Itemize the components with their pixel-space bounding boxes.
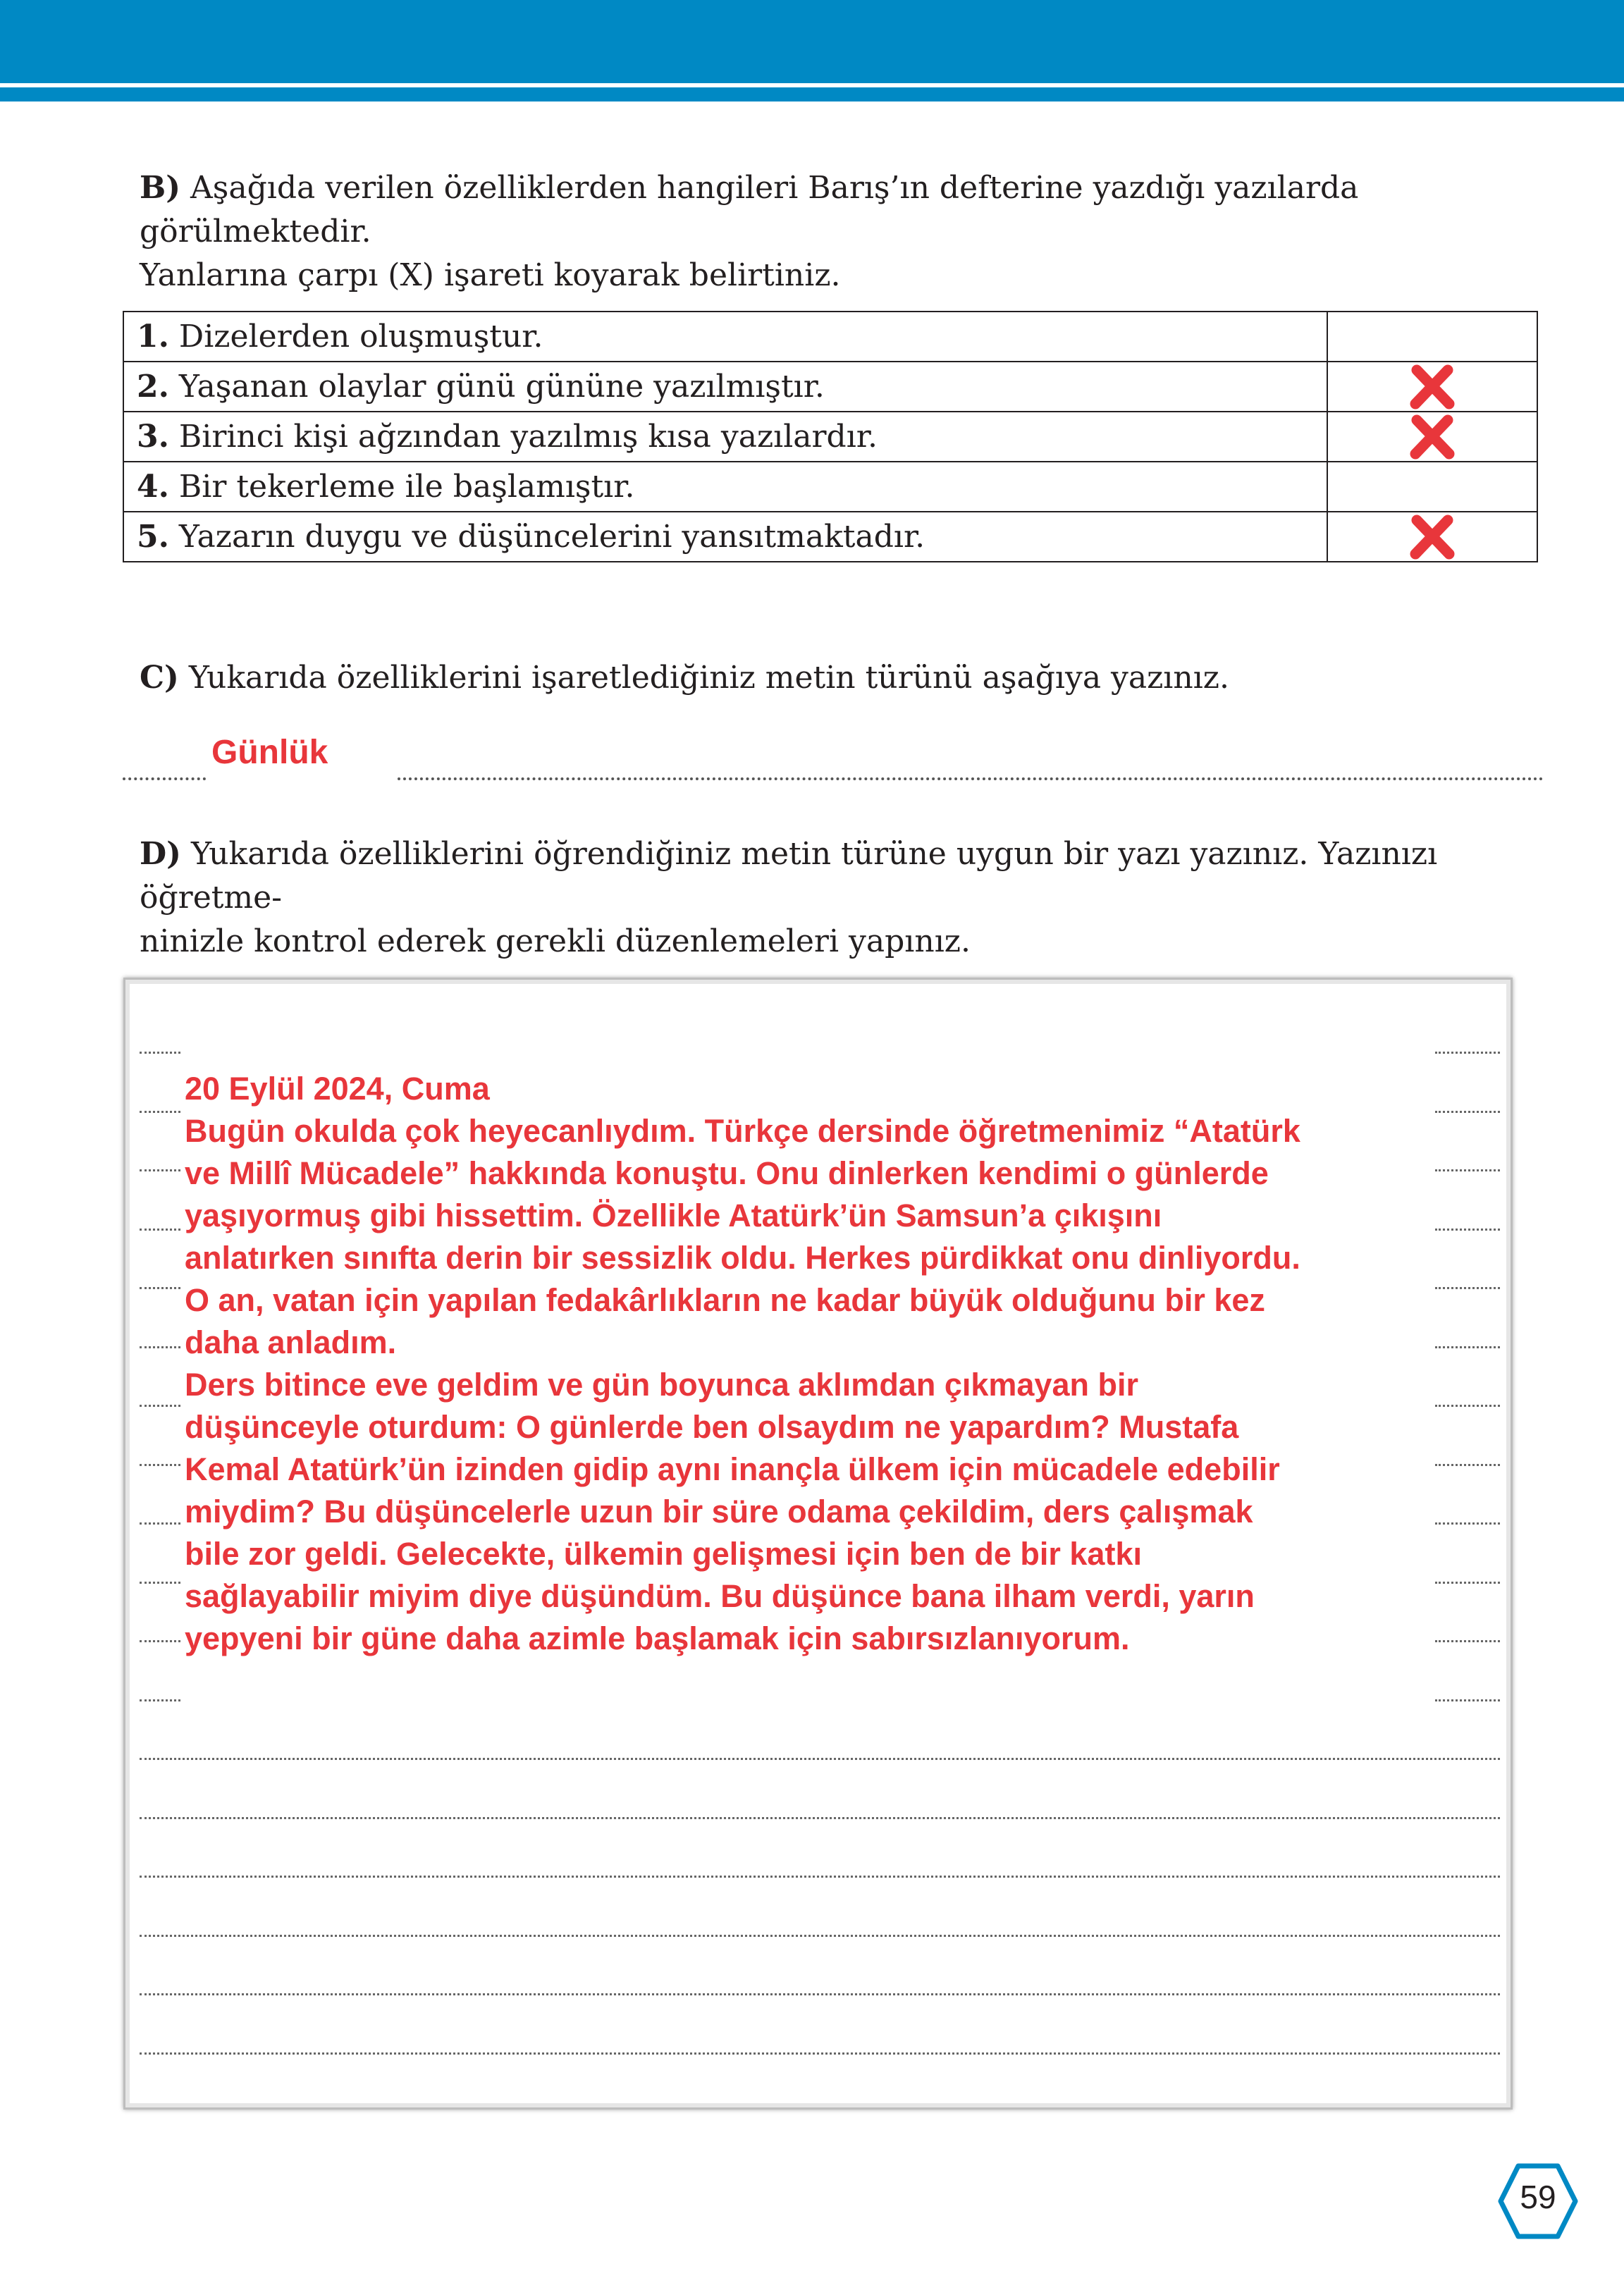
answer-dotted-line-left (123, 742, 206, 780)
checkbox-cell[interactable] (1327, 512, 1537, 562)
essay-line: Bugün okulda çok heyecanlıydım. Türkçe dersinde öğretmenimiz “Atatürk (185, 1113, 1300, 1149)
criterion-text: Birinci kişi ağzından yazılmış kısa yazılardır. (168, 419, 878, 455)
essay-line: 20 Eylül 2024, Cuma (185, 1071, 490, 1107)
writing-line-left (140, 1226, 180, 1231)
header-band (0, 0, 1624, 83)
section-d-line1: Yukarıda özelliklerini öğrendiğiniz metin türüne uygun bir yazı yazınız. Yazınızı öğretme- (140, 836, 1438, 916)
essay-line: daha anladım. (185, 1324, 397, 1360)
essay-line: O an, vatan için yapılan fedakârlıkların ne kadar büyük olduğunu bir kez (185, 1282, 1265, 1318)
section-b-letter: B) (140, 170, 181, 206)
writing-line-left (140, 1049, 180, 1054)
criterion-cell (123, 362, 1327, 412)
section-b-instruction (140, 166, 1542, 297)
table-row (123, 312, 1537, 362)
writing-line-left (140, 1461, 180, 1466)
criterion-number: 3. (137, 419, 169, 455)
criterion-number: 5. (137, 519, 169, 555)
writing-line-left (140, 1108, 180, 1113)
page-number: 59 (1520, 2179, 1556, 2215)
essay-line: miydim? Bu düşüncelerle uzun bir süre odama çekildim, ders çalışmak (185, 1494, 1253, 1529)
essay-line: Ders bitince eve geldim ve gün boyunca aklımdan çıkmayan bir (185, 1367, 1138, 1403)
criterion-number: 4. (137, 469, 169, 505)
section-c-letter: C) (140, 660, 179, 696)
criteria-table (123, 311, 1538, 562)
section-d-instruction (140, 832, 1542, 964)
essay-text[interactable] (185, 1068, 1453, 1660)
essay-line: sağlayabilir miyim diye düşündüm. Bu düşünce bana ilham verdi, yarın (185, 1578, 1255, 1614)
writing-line-left (140, 1697, 180, 1701)
writing-line-left (140, 1579, 180, 1584)
text-type-answer[interactable]: Günlük (211, 734, 328, 771)
criterion-text: Dizelerden oluşmuştur. (168, 319, 543, 355)
criterion-cell (123, 412, 1327, 462)
cross-icon (1410, 414, 1455, 460)
checkbox-cell[interactable] (1327, 412, 1537, 462)
criterion-text: Bir tekerleme ile başlamıştır. (168, 469, 635, 505)
criterion-number: 1. (137, 319, 169, 355)
writing-line (140, 1873, 1500, 1878)
section-c-text: Yukarıda özelliklerini işaretlediğiniz metin türünü aşağıya yazınız. (178, 660, 1229, 696)
criterion-number: 2. (137, 369, 169, 405)
section-c-instruction (140, 656, 1542, 700)
writing-line-left (140, 1520, 180, 1525)
writing-line-left (140, 1284, 180, 1289)
checkbox-cell[interactable] (1327, 362, 1537, 412)
header-stripe (0, 87, 1624, 101)
criterion-text: Yaşanan olaylar günü gününe yazılmıştır. (168, 369, 825, 405)
cross-icon (1410, 364, 1455, 410)
essay-line: yaşıyormuş gibi hissettim. Özellikle Atatürk’ün Samsun’a çıkışını (185, 1198, 1162, 1233)
writing-line (140, 1814, 1500, 1819)
essay-line: anlatırken sınıfta derin bir sessizlik oldu. Herkes pürdikkat onu dinliyordu. (185, 1240, 1300, 1276)
essay-line: Kemal Atatürk’ün izinden gidip aynı inançla ülkem için mücadele edebilir (185, 1451, 1280, 1487)
essay-line: yepyeni bir güne daha azimle başlamak için sabırsızlanıyorum. (185, 1620, 1130, 1656)
checkbox-cell[interactable] (1327, 312, 1537, 362)
writing-line-right (1435, 1049, 1500, 1054)
writing-line (140, 1755, 1500, 1760)
criterion-cell (123, 312, 1327, 362)
table-row (123, 362, 1537, 412)
section-d-letter: D) (140, 836, 181, 872)
writing-line-left (140, 1166, 180, 1171)
criterion-cell (123, 462, 1327, 512)
section-d-line2: ninizle kontrol ederek gerekli düzenlemeleri yapınız. (140, 923, 971, 959)
answer-dotted-line-right (398, 742, 1544, 780)
cross-icon (1410, 515, 1455, 560)
criterion-text: Yazarın duygu ve düşüncelerini yansıtmaktadır. (168, 519, 925, 555)
essay-line: düşünceyle oturdum: O günlerde ben olsaydım ne yapardım? Mustafa (185, 1409, 1239, 1445)
essay-line: ve Millî Mücadele” hakkında konuştu. Onu dinlerken kendimi o günlerde (185, 1155, 1269, 1191)
writing-line-left (140, 1402, 180, 1407)
section-b-line1: Aşağıda verilen özelliklerden hangileri Barış’ın defterine yazdığı yazılarda görülmektedir. (140, 170, 1359, 250)
writing-line (140, 1932, 1500, 1937)
criterion-cell (123, 512, 1327, 562)
writing-line-left (140, 1637, 180, 1642)
checkbox-cell[interactable] (1327, 462, 1537, 512)
table-row (123, 462, 1537, 512)
writing-line-left (140, 1343, 180, 1348)
writing-line-right (1435, 1697, 1500, 1701)
table-row (123, 412, 1537, 462)
writing-line (140, 1990, 1500, 1995)
essay-line: bile zor geldi. Gelecekte, ülkemin gelişmesi için ben de bir katkı (185, 1536, 1142, 1572)
writing-line (140, 2050, 1500, 2055)
section-b-line2: Yanlarına çarpı (X) işareti koyarak belirtiniz. (140, 257, 841, 293)
table-row (123, 512, 1537, 562)
